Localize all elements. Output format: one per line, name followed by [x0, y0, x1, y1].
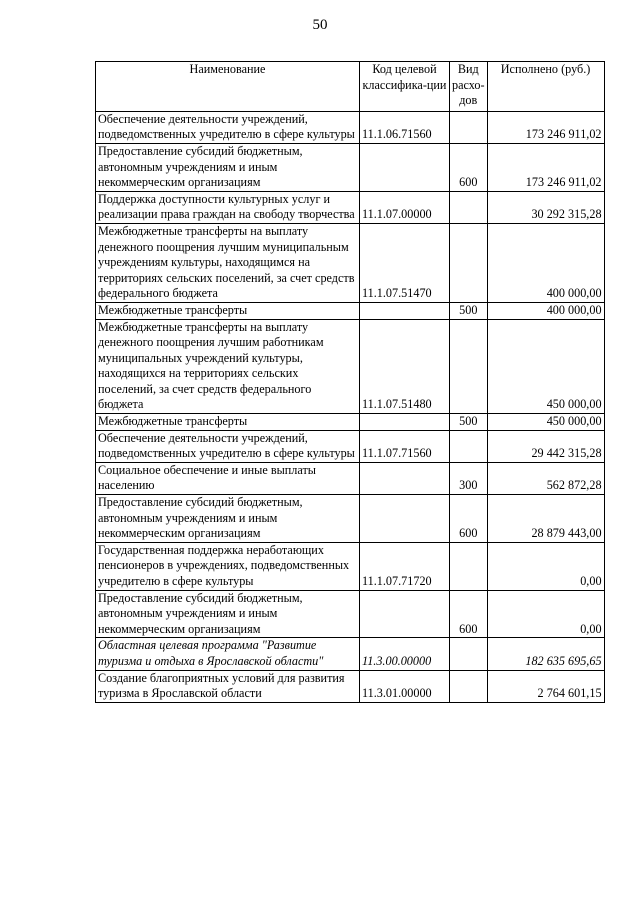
header-name: Наименование	[96, 62, 360, 112]
table-row	[96, 542, 605, 590]
table-body	[96, 111, 605, 702]
table-row	[96, 638, 605, 670]
row-kind-cell: 500	[450, 302, 488, 319]
row-code-cell	[360, 143, 450, 191]
row-amount-cell: 0,00	[487, 542, 604, 590]
table-row	[96, 223, 605, 302]
row-name-cell: Предоставление субсидий бюджетным, автономным учреждениям и иным некоммерческим организациям	[96, 143, 360, 191]
table-row	[96, 430, 605, 462]
row-name-cell: Межбюджетные трансферты на выплату денежного поощрения лучшим муниципальным учреждениям культуры, находящимся на территориях сельских поселений, за счет средств федерального бюджета	[96, 223, 360, 302]
row-kind-cell	[450, 191, 488, 223]
table-row	[96, 111, 605, 143]
row-kind-cell: 300	[450, 462, 488, 494]
row-kind-cell	[450, 542, 488, 590]
row-code-cell	[360, 414, 450, 431]
row-name-cell: Областная целевая программа "Развитие туризма и отдыха в Ярославской области"	[96, 638, 360, 670]
row-name-cell: Межбюджетные трансферты на выплату денежного поощрения лучшим работникам муниципальных учреждений культуры, находящихся на территориях сельских поселений, за счет средств федерального бюджета	[96, 319, 360, 414]
row-amount-cell: 182 635 695,65	[487, 638, 604, 670]
row-code-cell	[360, 590, 450, 638]
table-row	[96, 319, 605, 414]
row-code-cell	[360, 462, 450, 494]
table-row	[96, 414, 605, 431]
row-kind-cell	[450, 670, 488, 702]
row-amount-cell: 400 000,00	[487, 223, 604, 302]
header-expense-kind: Вид расхо-дов	[450, 62, 488, 112]
row-amount-cell: 30 292 315,28	[487, 191, 604, 223]
row-amount-cell: 400 000,00	[487, 302, 604, 319]
row-code-cell: 11.1.06.71560	[360, 111, 450, 143]
row-amount-cell: 2 764 601,15	[487, 670, 604, 702]
row-code-cell: 11.1.07.71720	[360, 542, 450, 590]
row-name-cell: Межбюджетные трансферты	[96, 302, 360, 319]
row-name-cell: Предоставление субсидий бюджетным, автономным учреждениям и иным некоммерческим организациям	[96, 495, 360, 543]
table-row	[96, 302, 605, 319]
row-code-cell: 11.1.07.51470	[360, 223, 450, 302]
table-row	[96, 462, 605, 494]
row-amount-cell: 562 872,28	[487, 462, 604, 494]
row-name-cell: Создание благоприятных условий для развития туризма в Ярославской области	[96, 670, 360, 702]
row-code-cell: 11.3.00.00000	[360, 638, 450, 670]
row-code-cell: 11.1.07.51480	[360, 319, 450, 414]
row-kind-cell: 600	[450, 495, 488, 543]
row-kind-cell: 600	[450, 590, 488, 638]
row-amount-cell: 450 000,00	[487, 414, 604, 431]
row-kind-cell	[450, 319, 488, 414]
row-code-cell	[360, 495, 450, 543]
row-amount-cell: 173 246 911,02	[487, 111, 604, 143]
row-kind-cell: 600	[450, 143, 488, 191]
row-amount-cell: 450 000,00	[487, 319, 604, 414]
table-row	[96, 143, 605, 191]
row-kind-cell	[450, 223, 488, 302]
row-amount-cell: 29 442 315,28	[487, 430, 604, 462]
row-name-cell: Обеспечение деятельности учреждений, подведомственных учредителю в сфере культуры	[96, 430, 360, 462]
row-amount-cell: 173 246 911,02	[487, 143, 604, 191]
row-code-cell	[360, 302, 450, 319]
row-code-cell: 11.3.01.00000	[360, 670, 450, 702]
row-kind-cell: 500	[450, 414, 488, 431]
row-kind-cell	[450, 638, 488, 670]
row-name-cell: Социальное обеспечение и иные выплаты населению	[96, 462, 360, 494]
table-row	[96, 590, 605, 638]
row-name-cell: Поддержка доступности культурных услуг и реализации права граждан на свободу творчества	[96, 191, 360, 223]
header-target-code: Код целевой классифика-ции	[360, 62, 450, 112]
row-name-cell: Государственная поддержка неработающих пенсионеров в учреждениях, подведомственных учредителю в сфере культуры	[96, 542, 360, 590]
row-amount-cell: 28 879 443,00	[487, 495, 604, 543]
page-number: 50	[312, 17, 328, 33]
table-row	[96, 495, 605, 543]
header-executed: Исполнено (руб.)	[487, 62, 604, 112]
table-row	[96, 670, 605, 702]
row-kind-cell	[450, 430, 488, 462]
row-name-cell: Обеспечение деятельности учреждений, подведомственных учредителю в сфере культуры	[96, 111, 360, 143]
row-amount-cell: 0,00	[487, 590, 604, 638]
row-kind-cell	[450, 111, 488, 143]
row-code-cell: 11.1.07.00000	[360, 191, 450, 223]
table-row	[96, 191, 605, 223]
table-header-row	[96, 62, 605, 112]
row-name-cell: Предоставление субсидий бюджетным, автономным учреждениям и иным некоммерческим организациям	[96, 590, 360, 638]
budget-execution-table	[95, 61, 605, 703]
row-code-cell: 11.1.07.71560	[360, 430, 450, 462]
row-name-cell: Межбюджетные трансферты	[96, 414, 360, 431]
